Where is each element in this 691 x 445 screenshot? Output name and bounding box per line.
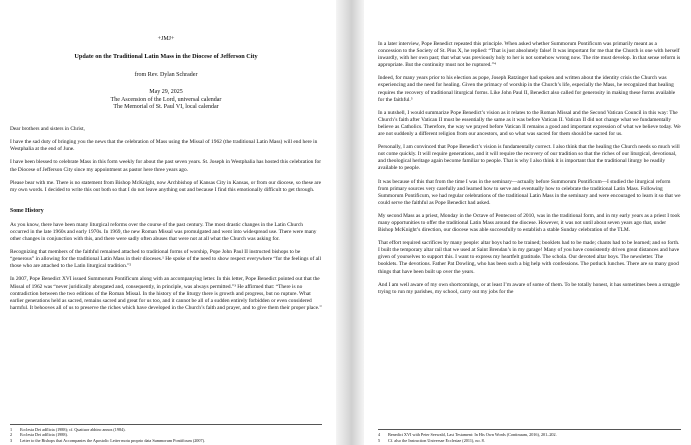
paragraph: I have been blessed to celebrate Mass in this form weekly for about the past seven years. St. Joseph in Westphalia has hosted this celebration for the Diocese of Jefferson City since my appointment as pastor here three years ago. xyxy=(10,159,321,173)
document-title: Update on the Traditional Latin Mass in the Diocese of Jefferson City xyxy=(74,53,258,60)
greeting: Dear brothers and sisters in Christ, xyxy=(10,126,85,133)
document-page-left xyxy=(0,0,336,445)
footnote: 4 Benedict XVI with Peter Seewald, Last Testament: In His Own Words (Continuum, 2016), 201–202. xyxy=(378,432,557,438)
paragraph: In a nutshell, I would summarize Pope Benedict’s vision as it relates to the Roman Missal and the Second Vatican Council in this way: The Church’s faith after Vatican II must be essentially the same as it was before Vatican II. Vatican II did not change what we fundamentally believe as Catholics. Therefore, the way we prayed before Vatican II remains a good and important expression of what we believe today. We are not suddenly a different religion from our ancestors, and so what was sacred for them should be sacred for us. xyxy=(378,109,681,138)
calendar-line-local: The Memorial of St. Paul VI, local calendar xyxy=(113,103,219,110)
document-page-right xyxy=(364,0,691,445)
paragraph: In 2007, Pope Benedict XVI issued Summorum Pontificum along with an accompanying letter. In this letter, Pope Benedict pointed out that the Missal of 1962 was “never juridically abrogated and, consequently, in principle, was always permitted.”³ He affirmed that: “There is no contradiction between the two editions of the Roman Missal. In the history of the liturgy there is growth and progress, but no rupture. What earlier generations held as sacred, remains sacred and great for us too, and it cannot be all of a sudden entirely forbidden or even considered harmful. It behooves all of us to preserve the riches which have developed in the Church’s faith and prayer, and to give them their proper place.” xyxy=(10,276,322,311)
footnotes xyxy=(378,429,681,443)
footnote: 3 Letter to the Bishops that Accompanies the Apostolic Letter motu proprio data Summorum Pontificum (2007). xyxy=(10,437,206,443)
calendar-line-universal: The Ascension of the Lord, universal calendar xyxy=(110,96,222,103)
page-gutter xyxy=(336,0,364,445)
date-block xyxy=(10,89,322,111)
paragraph: I have the sad duty of bringing you the news that the celebration of Mass using the Missal of 1962 (the traditional Latin Mass) will end here in Westphalia at the end of June. xyxy=(10,139,318,153)
paragraph: Please bear with me. There is no statement from Bishop McKnight, now Archbishop of Kansas City in Kansas, or from our diocese, so these are my own words. I decided to write this out both so that I do not leave anything out and because I find this emotionally difficult to get through. xyxy=(10,179,321,193)
section-heading: Some History xyxy=(10,207,44,214)
date-line: May 29, 2025 xyxy=(149,89,183,96)
paragraph: Recognizing that members of the faithful remained attached to traditional forms of worship, Pope John Paul II instructed bishops to be “generous” in allowing for the traditional Latin Mass in their dioceses.¹ He spoke of the need to show respect everywhere “for the feelings of all those who are attached to the Latin liturgical tradition.”² xyxy=(10,249,322,270)
paragraph: And I am well aware of my own shortcomings, or at least I’m aware of some of them. To be totally honest, it has sometimes been a struggle trying to run my parishes, my school, carry out my jobs for the xyxy=(378,281,680,295)
paragraph: Indeed, for many years prior to his election as pope, Joseph Ratzinger had spoken and written about the identity crisis the Church was experiencing and the need for healing. Given the primacy of worship in the Church’s life, especially the Mass, he recognized that healing requires the recovery of traditional liturgical forms. Like John Paul II, Benedict also called for generosity in making these forms available for the faithful.⁵ xyxy=(378,75,676,103)
header-symbol: +JMJ+ xyxy=(157,36,175,42)
paragraph: Personally, I am convinced that Pope Benedict’s vision is fundamentally correct. I also think that the healing the Church needs so much will not come quickly. It will require generations, and it will require the recovery of our tradition so that the riches of our liturgical, devotional, and theological heritage again become familiar to people. That is why I also think it is important that the traditional liturgy be readily available to people. xyxy=(378,144,680,172)
paragraph: In a later interview, Pope Benedict repeated this principle. When asked whether Summorum Pontificum was primarily meant as a concession to the Society of St. Pius X, he replied: “That is just absolutely false! It was important for me that the Church is one with herself inwardly, with her own past; that what was previously holy to her is not somehow wrong now. The rite must develop. In that sense reform is appropriate. But the continuity must not be ruptured.”⁴ xyxy=(378,41,681,69)
author-line: from Rev. Dylan Schrader xyxy=(134,72,198,78)
paragraph: As you know, there have been many liturgical reforms over the course of the past century. The most drastic changes in the Latin Church occurred in the late 1960s and early 1970s. In 1969, the new Roman Missal was promulgated and went into widespread use. There were many other changes in conjunction with this, and there were sadly often abuses that were not at all what the Church was asking for. xyxy=(10,221,317,243)
footnote: 5 Cf. also the Instruction Universae Ecclesiae (2011), no. 8. xyxy=(378,437,485,443)
paragraph: My second Mass as a priest, Monday in the Octave of Pentecost of 2010, was in the traditional form, and in my early years as a priest I took many opportunities to offer the traditional Latin Mass around the diocese. However, it was not until about seven years ago that, under Bishop McKnight’s direction, our diocese was able successfully to establish a stable Sunday celebration of the TLM. xyxy=(378,212,680,234)
footnotes xyxy=(10,424,322,443)
footnote: 2 Ecclesia Dei adflicta (1988). xyxy=(10,432,68,438)
paragraph: It was because of this that from the time I was in the seminary—actually before Summorum Pontificum—I studied the liturgical reform from primary sources very carefully and learned how to serve and eventually how to celebrate the traditional Latin Mass. Following Summorum Pontificum, we had regular celebrations of the traditional Latin Mass in the seminary and were encouraged to learn it so that we could serve the faithful as Pope Benedict had asked. xyxy=(378,178,681,206)
footnote: 1 Ecclesia Dei adflicta (1988); cf. Quattuor abhinc annos (1984). xyxy=(10,426,126,432)
paragraph: That effort required sacrifices by many people: altar boys had to be trained; booklets had to be made; chants had to be learned; and so forth. I built the temporary altar rail that we used at Saint Brendan’s in my garage! Many of you have consistently driven great distances and have given of yourselves to support this. I want to express my heartfelt gratitude. The schola. Our devoted altar boys. The newsletter. The booklets. The devotions. Father Pat Dowling, who has been such a big help with confessions. The potluck lunches. There are so many good things that have been built up over the years. xyxy=(378,240,680,275)
